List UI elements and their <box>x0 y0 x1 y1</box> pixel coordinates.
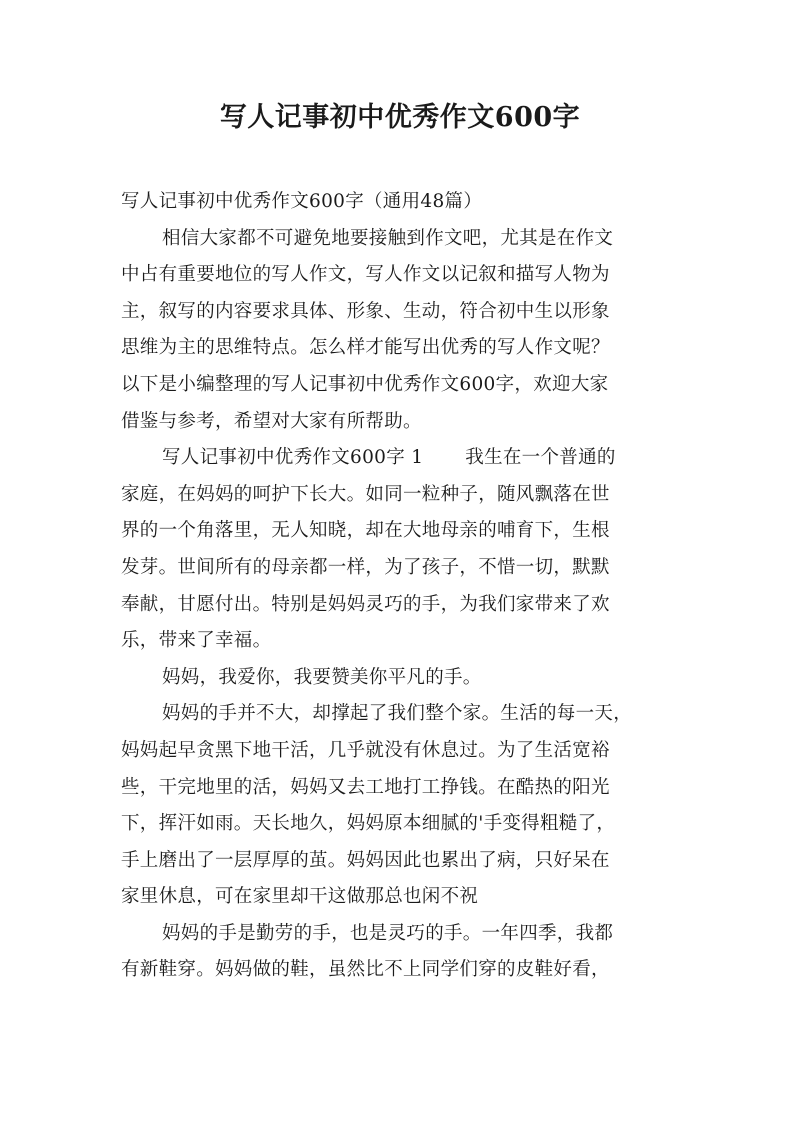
paragraph-1-line-5: 以下是小编整理的写人记事初中优秀作文600字，欢迎大家 <box>121 373 609 395</box>
paragraph-2-line-2: 家庭，在妈妈的呵护下长大。如同一粒种子，随风飘落在世 <box>121 483 610 505</box>
paragraph-2-line-6: 乐，带来了幸福。 <box>121 630 272 652</box>
document-subtitle: 写人记事初中优秀作文600字（通用48篇） <box>121 191 483 212</box>
document-title: 写人记事初中优秀作文600字 <box>219 102 581 133</box>
paragraph-2-line-4: 发芽。世间所有的母亲都一样，为了孩子，不惜一切，默默 <box>121 556 610 578</box>
paragraph-1-line-4: 思维为主的思维特点。怎么样才能写出优秀的写人作文呢？ <box>121 337 610 359</box>
paragraph-3-line-1: 妈妈，我爱你，我要赞美你平凡的手。 <box>162 666 482 688</box>
paragraph-4-line-5: 手上磨出了一层厚厚的茧。妈妈因此也累出了病，只好呆在 <box>121 849 610 871</box>
paragraph-2-first-line <box>121 440 681 477</box>
paragraph-2-line-1: 我生在一个普通的 <box>465 447 616 469</box>
paragraph-2-line-5: 奉献，甘愿付出。特别是妈妈灵巧的手，为我们家带来了欢 <box>121 593 610 615</box>
paragraph-4-line-3: 些，干完地里的活，妈妈又去工地打工挣钱。在酷热的阳光 <box>121 776 610 798</box>
paragraph-1-line-3: 主，叙写的内容要求具体、形象、生动，符合初中生以形象 <box>121 300 610 322</box>
paragraph-1-line-1: 相信大家都不可避免地要接触到作文吧，尤其是在作文 <box>162 227 614 249</box>
section-heading-1: 写人记事初中优秀作文600字 1 <box>162 447 424 469</box>
paragraph-4-line-6: 家里休息，可在家里却干这做那总也闲不祝 <box>121 886 479 908</box>
paragraph-1-line-6: 借鉴与参考，希望对大家有所帮助。 <box>121 410 422 432</box>
paragraph-4-line-1: 妈妈的手并不大，却撑起了我们整个家。生活的每一天， <box>162 703 633 725</box>
paragraph-4-line-2: 妈妈起早贪黑下地干活，几乎就没有休息过。为了生活宽裕 <box>121 739 610 761</box>
paragraph-4-line-4: 下，挥汗如雨。天长地久，妈妈原本细腻的'手变得粗糙了， <box>121 813 616 835</box>
paragraph-5-line-2: 有新鞋穿。妈妈做的鞋，虽然比不上同学们穿的皮鞋好看， <box>121 959 610 981</box>
document-body <box>121 184 681 989</box>
paragraph-1-line-2: 中占有重要地位的写人作文，写人作文以记叙和描写人物为 <box>121 264 610 286</box>
paragraph-2-line-3: 界的一个角落里，无人知晓，却在大地母亲的哺育下，生根 <box>121 520 610 542</box>
paragraph-5-line-1: 妈妈的手是勤劳的手，也是灵巧的手。一年四季，我都 <box>162 922 614 944</box>
